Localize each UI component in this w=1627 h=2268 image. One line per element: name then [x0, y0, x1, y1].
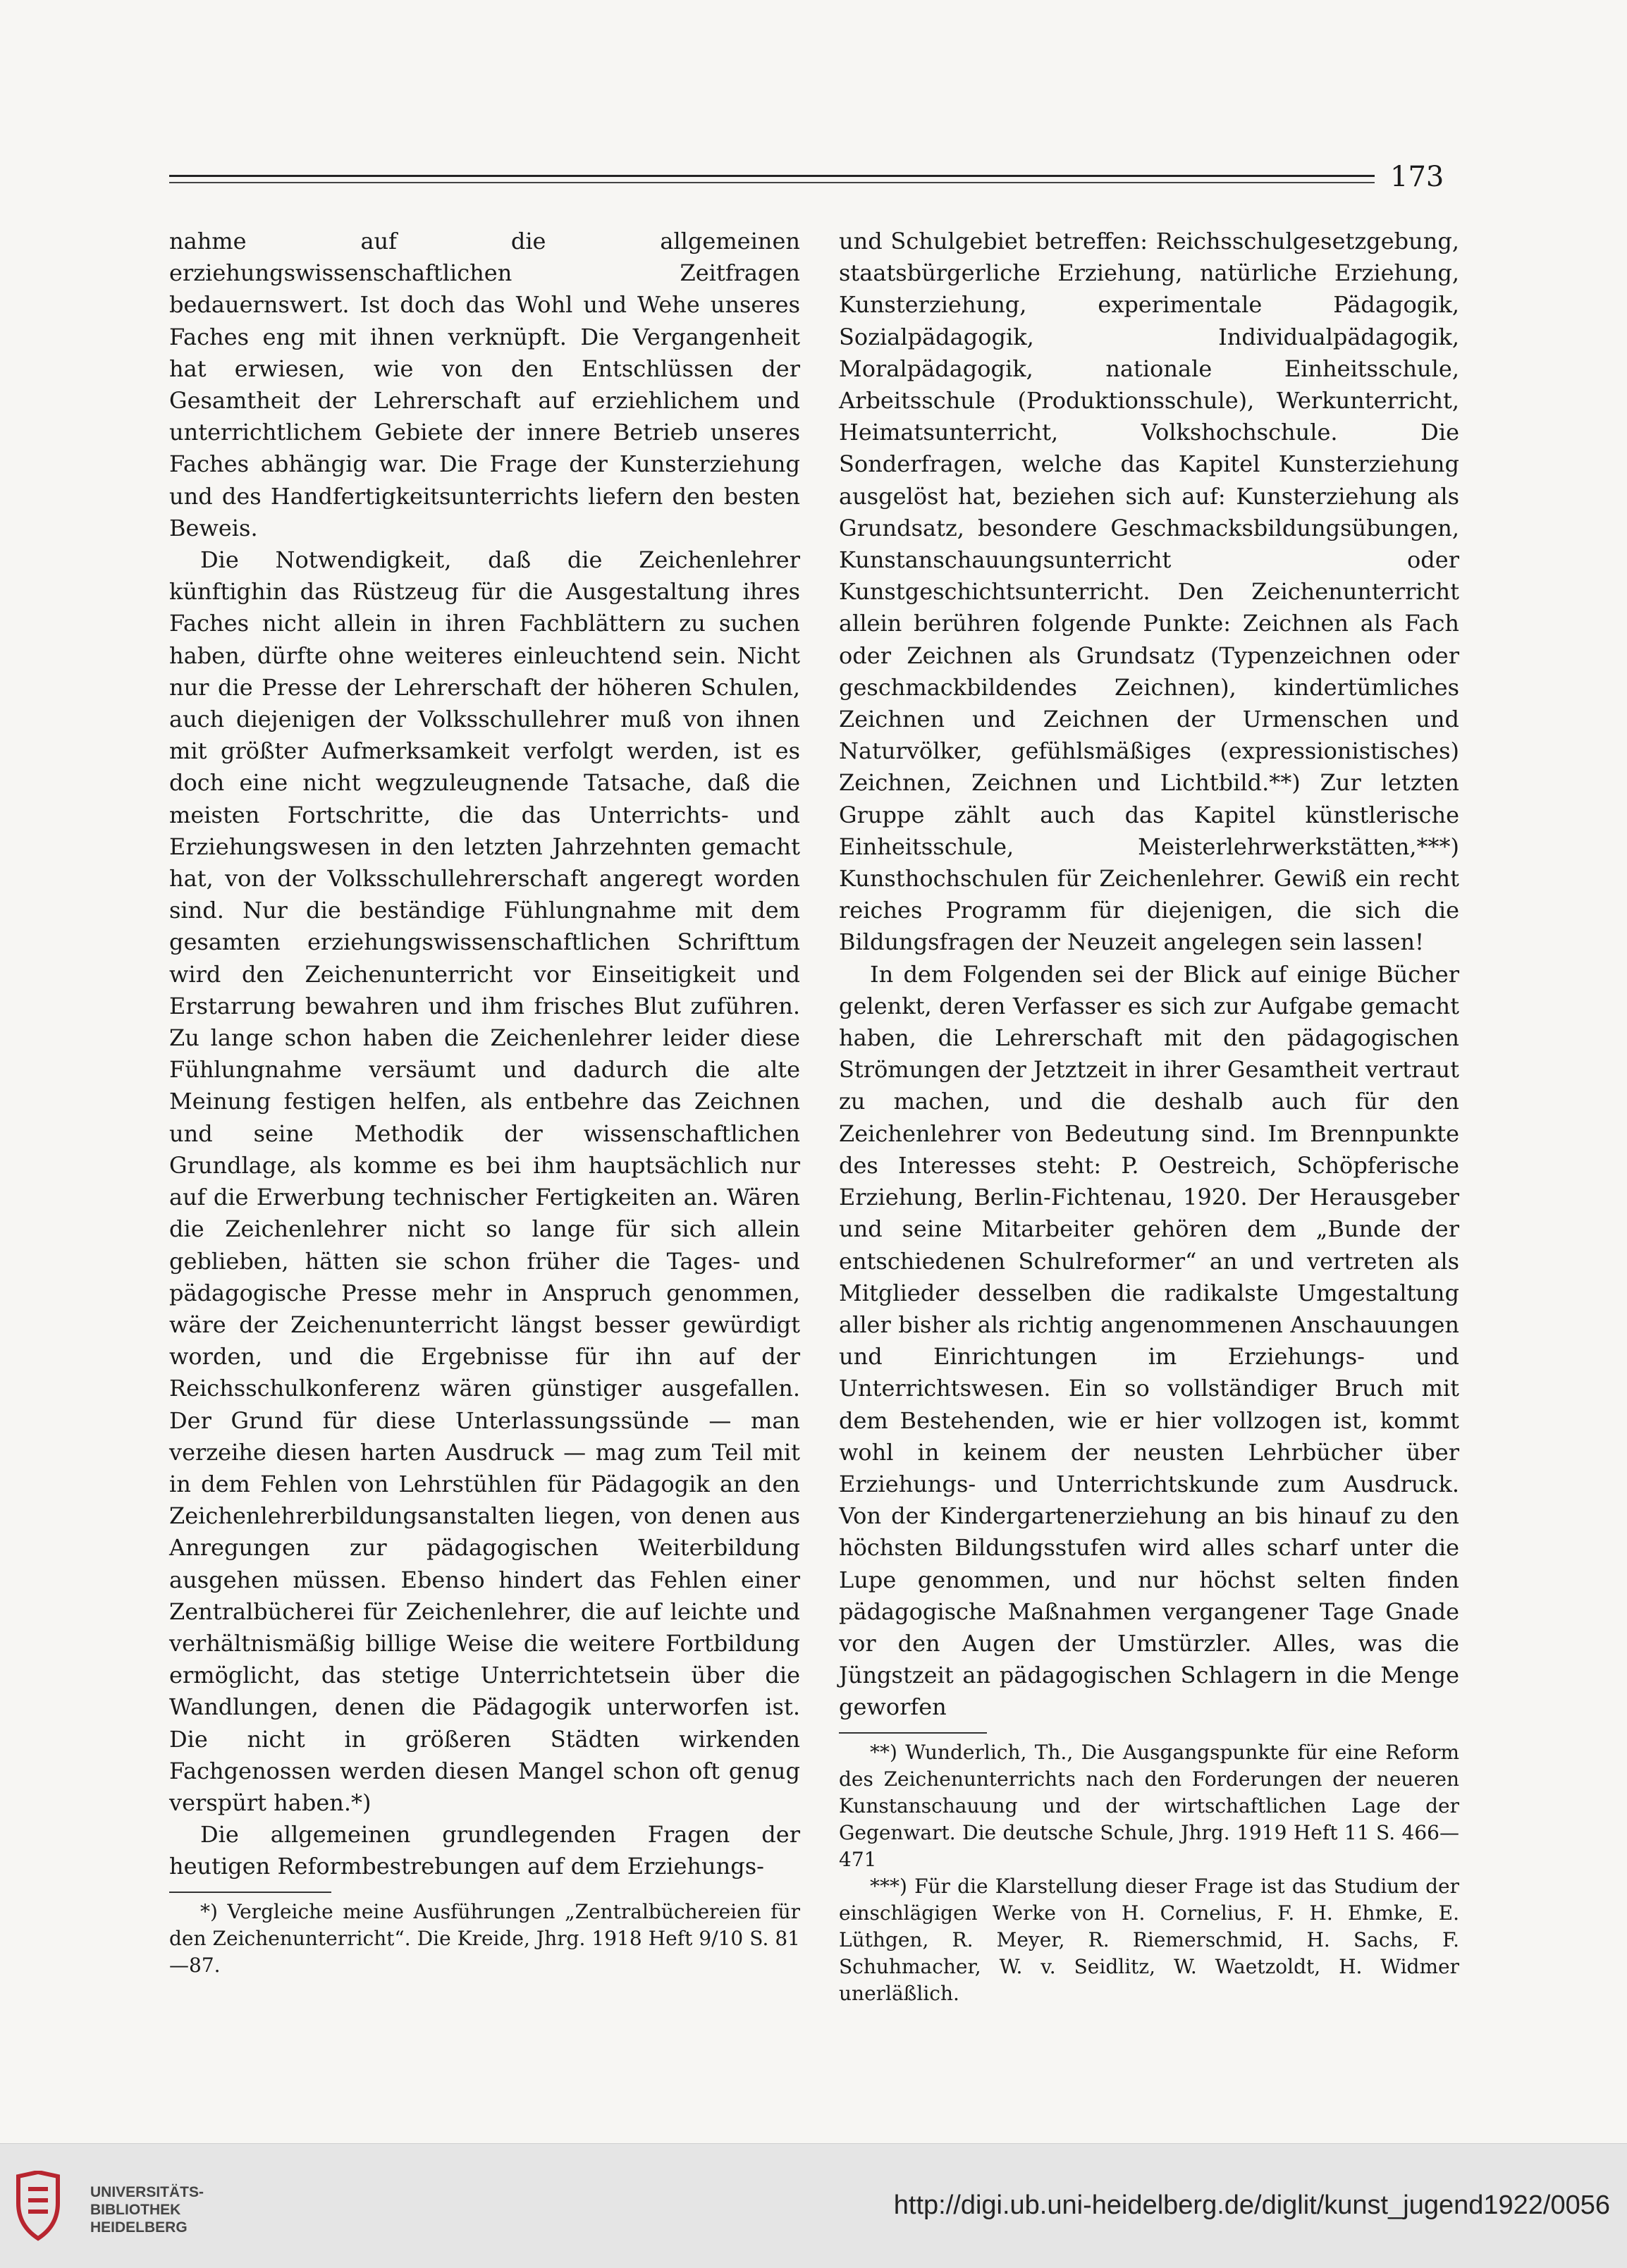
- viewer-footer: [0, 2143, 1627, 2268]
- right-column: [839, 226, 1459, 2007]
- permalink-url[interactable]: http://digi.ub.uni-heidelberg.de/diglit/kunst_jugend1922/0056: [893, 2190, 1610, 2220]
- logo-line: UNIVERSITÄTS-: [90, 2184, 204, 2200]
- logo-line: BIBLIOTHEK: [90, 2202, 181, 2218]
- paragraph: nahme auf die allgemeinen erziehungswissenschaftlichen Zeitfragen bedauernswert. Ist doch das Wohl und Wehe unseres Faches eng mit ihnen verknüpft. Die Vergangenheit hat erwiesen, wie von den Entschlüssen der Gesamtheit der Lehrerschaft auf erziehlichem und unterrichtlichem Gebiete der innere Betrieb unseres Faches abhängig war. Die Frage der Kunsterziehung und des Handfertigkeitsunterrichts liefern den besten Beweis.: [169, 228, 800, 541]
- footnote: *) Vergleiche meine Ausführungen „Zentralbüchereien für den Zeichenunterricht“. Die Kreide, Jhrg. 1918 Heft 9/10 S. 81—87.: [169, 1899, 800, 1977]
- footnote: ***) Für die Klarstellung dieser Frage ist das Studium der einschlägigen Werke von H. Cornelius, F. H. Ehmke, E. Lüthgen, R. Meyer, R. Riemerschmid, H. Sachs, F. Schuhmacher, W. v. Seidlitz, W. Waetzoldt, H. Widmer unerläßlich.: [839, 1874, 1459, 2005]
- footnote-rule: [169, 1892, 331, 1893]
- library-logo-text[interactable]: [90, 2183, 204, 2236]
- paragraph: In dem Folgenden sei der Blick auf einige Bücher gelenkt, deren Verfasser es sich zur Aufgabe gemacht haben, die Lehrerschaft mit den pädagogischen Strömungen der Jetztzeit in ihrer Gesamtheit vertraut zu machen, und die deshalb auch für den Zeichenlehrer von Bedeutung sind. Im Brennpunkte des Interesses steht: P. Oestreich, Schöpferische Erziehung, Berlin-Fichtenau, 1920. Der Herausgeber und seine Mitarbeiter gehören dem „Bunde der entschiedenen Schulreformer“ an und vertreten als Mitglieder desselben die radikalste Umgestaltung aller bisher als richtig angenommenen Anschauungen und Einrichtungen im Erziehungs- und Unterrichtswesen. Ein so vollständiger Bruch mit dem Bestehenden, wie er hier vollzogen ist, kommt wohl in keinem der neusten Lehrbücher über Erziehungs- und Unterrichtskunde zum Ausdruck. Von der Kindergartenerziehung an bis hinauf zu den höchsten Bildungsstufen wird alles scharf unter die Lupe genommen, und nur höchst selten finden pädagogische Maßnahmen vergangener Tage Gnade vor den Augen der Umstürzler. Alles, was die Jüngstzeit an pädagogischen Schlagern in die Menge geworfen: [839, 960, 1459, 1721]
- footnote: **) Wunderlich, Th., Die Ausgangspunkte für eine Reform des Zeichenunterrichts nach den Forderungen der neueren Kunstanschauung und der wirtschaftlichen Lage der Gegenwart. Die deutsche Schule, Jhrg. 1919 Heft 11 S. 466—471: [839, 1740, 1459, 1871]
- footnote-rule: [839, 1732, 987, 1734]
- library-logo-icon: [14, 2171, 62, 2241]
- paragraph: Die Notwendigkeit, daß die Zeichenlehrer künftighin das Rüstzeug für die Ausgestaltung ihres Faches nicht allein in ihren Fachblättern zu suchen haben, dürfte ohne weiteres einleuchtend sein. Nicht nur die Presse der Lehrerschaft der höheren Schulen, auch diejenigen der Volksschullehrer muß von ihnen mit größter Aufmerksamkeit verfolgt werden, ist es doch eine nicht wegzuleugnende Tatsache, daß die meisten Fortschritte, die das Unterrichts- und Erziehungswesen in den letzten Jahrzehnten gemacht hat, von der Volksschullehrerschaft angeregt worden sind. Nur die beständige Fühlungnahme mit dem gesamten erziehungswissenschaftlichen Schrifttum wird den Zeichenunterricht vor Einseitigkeit und Erstarrung bewahren und ihm frisches Blut zuführen. Zu lange schon haben die Zeichenlehrer leider diese Fühlungnahme versäumt und dadurch die alte Meinung festigen helfen, als entbehre das Zeichnen und seine Methodik der wissenschaftlichen Grundlage, als komme es bei ihm hauptsächlich nur auf die Erwerbung technischer Fertigkeiten an. Wären die Zeichenlehrer nicht so lange für sich allein geblieben, hätten sie schon früher die Tages- und pädagogische Presse mehr in Anspruch genommen, wäre der Zeichenunterricht längst besser gewürdigt worden, und die Ergebnisse für ihn auf der Reichsschulkonferenz wären günstiger ausgefallen. Der Grund für diese Unterlassungssünde — man verzeihe diesen harten Ausdruck — mag zum Teil mit in dem Fehlen von Lehrstühlen für Pädagogik an den Zeichenlehrerbildungsanstalten liegen, von denen aus Anregungen zur pädagogischen Weiterbildung ausgehen müssen. Ebenso hindert das Fehlen einer Zentralbücherei für Zeichenlehrer, die auf leichte und verhältnismäßig billige Weise die weitere Fortbildung ermöglicht, das stetige Unterrichtetsein über die Wandlungen, denen die Pädagogik unterworfen ist. Die nicht in größeren Städten wirkenden Fachgenossen werden diesen Mangel schon oft genug verspürt haben.*): [169, 546, 800, 1816]
- paragraph: und Schulgebiet betreffen: Reichsschulgesetzgebung, staatsbürgerliche Erziehung, natürliche Erziehung, Kunsterziehung, experimentale Pädagogik, Sozialpädagogik, Individualpädagogik, Moralpädagogik, nationale Einheitsschule, Arbeitsschule (Produktionsschule), Werkunterricht, Heimatsunterricht, Volkshochschule. Die Sonderfragen, welche das Kapitel Kunsterziehung ausgelöst hat, beziehen sich auf: Kunsterziehung als Grundsatz, besondere Geschmacksbildungsübungen, Kunstanschauungsunterricht oder Kunstgeschichtsunterricht. Den Zeichenunterricht allein berühren folgende Punkte: Zeichnen als Fach oder Zeichnen als Grundsatz (Typenzeichnen oder geschmackbildendes Zeichnen), kindertümliches Zeichnen und Zeichnen der Urmenschen und Naturvölker, gefühlsmäßiges (expressionistisches) Zeichnen, Zeichnen und Lichtbild.**) Zur letzten Gruppe zählt auch das Kapitel künstlerische Einheitsschule, Meisterlehrwerkstätten,***) Kunsthochschulen für Zeichenlehrer. Gewiß ein recht reiches Programm für diejenigen, die sich die Bildungsfragen der Neuzeit angelegen sein lassen!: [839, 228, 1459, 956]
- header-rule: [169, 175, 1375, 177]
- page-number: 173: [1390, 161, 1444, 193]
- logo-line: HEIDELBERG: [90, 2219, 188, 2236]
- header-rule-thin: [169, 182, 1375, 183]
- left-column: [169, 226, 800, 1979]
- paragraph: Die allgemeinen grundlegenden Fragen der heutigen Reformbestrebungen auf dem Erziehungs-: [169, 1821, 800, 1880]
